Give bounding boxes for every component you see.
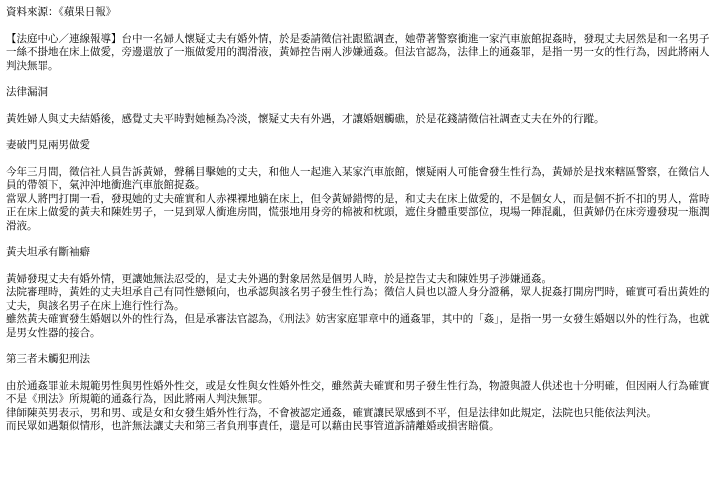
paragraph: 律師陳英男表示，男和男、或是女和女發生婚外性行為，不會被認定通姦，確實讓民眾感到不平，但是法律如此規定，法院也只能依法判決。 (6, 406, 657, 419)
paragraph: 而民眾如遇類似情形，也許無法讓丈夫和第三者負刑事責任，還是可以藉由民事管道訴請離婚或損害賠償。 (6, 420, 500, 432)
spacer (6, 100, 710, 113)
spacer (6, 340, 710, 353)
spacer (6, 153, 710, 166)
spacer (6, 233, 710, 246)
spacer (6, 260, 710, 273)
intro-paragraph: 【法庭中心／連線報導】台中一名婦人懷疑丈夫有婚外情，於是委請徵信社跟監調查，她帶著警察衝進一家汽車旅館捉姦時，發現丈夫居然是和一名男子一絲不掛地在床上做愛，旁邊還放了一瓶做愛用的潤滑液，黃婦控告兩人涉嫌通姦。但法官認為，法律上的通姦罪，是指一男一女的性行為，因此將兩人判決無罪。 (6, 32, 710, 72)
section-heading: 妻破門見兩男做愛 (6, 139, 90, 151)
paragraph: 法院審理時，黃姓的丈夫坦承自己有同性戀傾向，也承認與該名男子發生性行為；徵信人員也以證人身分證稱，眾人捉姦打開房門時，確實可看出黃姓的丈夫，與該名男子在床上進行性行為。 (6, 286, 710, 312)
paragraph: 今年三月間，徵信社人員告訴黃婦，聲稱目擊她的丈夫，和他人一起進入某家汽車旅館，懷疑兩人可能會發生性行為，黃婦於是找來轄區警察，在徵信人員的帶領下，氣沖沖地衝進汽車旅館捉姦。 (6, 165, 710, 191)
paragraph: 黃婦發現丈夫有婚外情，更讓她無法忍受的，是丈夫外遇的對象居然是個男人時，於是控告丈夫和陳姓男子涉嫌通姦。 (6, 272, 552, 285)
spacer (6, 20, 710, 33)
paragraph: 雖然黃夫確實發生婚姻以外的性行為，但是承審法官認為，《刑法》妨害家庭罪章中的通姦罪，其中的「姦」，是指一男一女發生婚姻以外的性行為，也就是男女性器的接合。 (6, 313, 710, 339)
section-heading: 法律漏洞 (6, 86, 48, 98)
section-heading: 第三者未觸犯刑法 (6, 353, 90, 365)
spacer (6, 126, 710, 139)
paragraph: 黃姓婦人與丈夫結婚後，感覺丈夫平時對她極為冷淡，懷疑丈夫有外遇，才讓婚姻觸礁，於是花錢請徵信社調查丈夫在外的行蹤。 (6, 112, 605, 125)
paragraph: 由於通姦罪並未規範男性與男性婚外性交，或是女性與女性婚外性交，雖然黃夫確實和男子發生性行為，物證與證人供述也十分明確，但因兩人行為確實不是《刑法》所規範的通姦行為，因此將兩人判決無罪。 (6, 379, 710, 405)
spacer (6, 73, 710, 86)
source-line: 資料來源：《蘋果日報》 (6, 6, 117, 18)
section-heading: 黃夫坦承有斷袖癖 (6, 246, 90, 258)
paragraph: 當眾人將門打開一看，發現她的丈夫確實和人赤裸裸地躺在床上，但令黃婦錯愕的是，和丈夫在床上做愛的，不是個女人，而是個不折不扣的男人，當時正在床上做愛的黃夫和陳姓男子，一見到眾人衝進房間，慌張地用身旁的棉被和枕頭，遮住身體重要部位，現場一陣混亂，但黃婦仍在床旁邊發現一瓶潤滑液。 (6, 192, 710, 232)
spacer (6, 367, 710, 380)
